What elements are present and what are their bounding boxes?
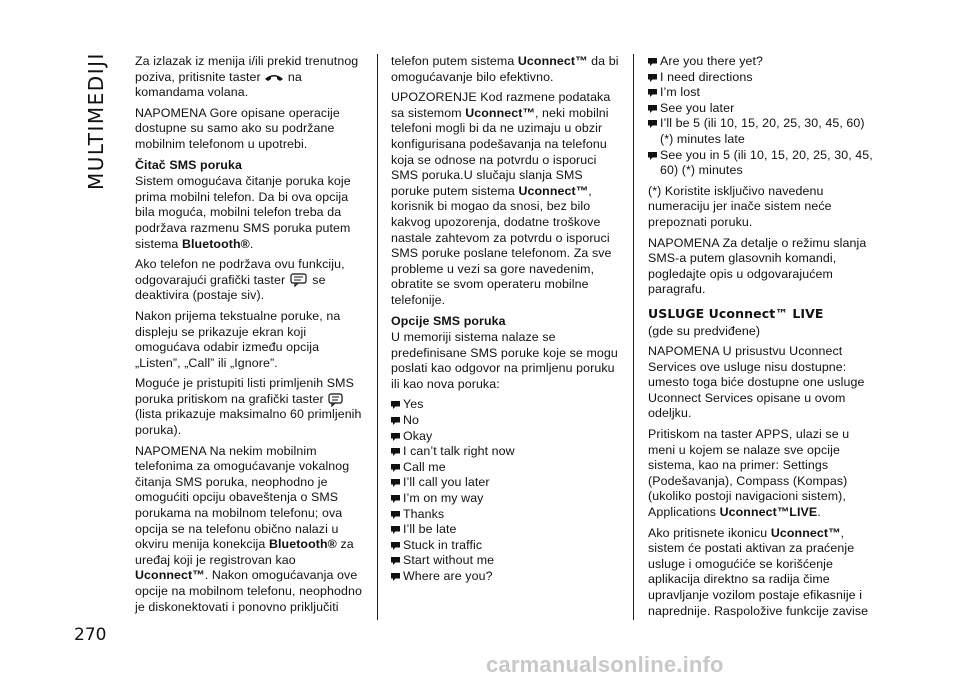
message-bullet-icon — [391, 557, 400, 565]
sms-message-item — [391, 553, 623, 569]
column-2 — [391, 54, 623, 590]
section-heading: Čitač SMS poruka — [135, 157, 242, 172]
note-paragraph: NAPOMENA Gore opisane operacije dostupne su samo ako su podržane mobilnim telefonom u upotrebi. — [135, 105, 340, 151]
section-heading: Opcije SMS poruka — [391, 313, 506, 328]
message-bullet-icon — [648, 105, 657, 113]
paragraph: telefon putem sistema Uconnect™ da bi omogućavanje bilo efektivno. — [391, 54, 619, 84]
sms-message-text: See you later — [660, 100, 735, 115]
section-heading: USLUGE Uconnect™ LIVE — [648, 305, 824, 321]
message-bullet-icon — [391, 526, 400, 534]
sms-message-text: Start without me — [403, 553, 495, 568]
sms-message-item — [391, 397, 623, 413]
paragraph: Nakon prijema tekstualne poruke, na displeju se prikazuje ekran koji omogućava odabir između opcija „Listen”, „Call” ili „Ignore”. — [135, 308, 341, 370]
sms-message-list — [391, 397, 623, 584]
sms-message-item — [648, 70, 880, 86]
message-bullet-icon — [648, 152, 657, 160]
sms-message-item — [391, 538, 623, 554]
sms-message-text: Stuck in traffic — [403, 537, 483, 552]
message-bullet-icon — [391, 542, 400, 550]
note-paragraph: NAPOMENA Na nekim mobilnim telefonima za omogućavanje vokalnog čitanja SMS poruka, neophodno je omogućiti opciju obaveštenja o SMS porukama na mobilnom telefonu; ova opcija se na telefonu obično nalazi u okviru menija konekcija Bluetooth® za uređaj koji je registrovan kao Uconnect™. Nakon omogućavanja ove opcije na mobilnom telefonu, neophodno je diskonektovati i ponovno priključiti — [135, 443, 362, 614]
paragraph: Ako telefon ne podržava ovu funkciju, odgovarajući grafički taster se deaktivira (postaje siv). — [135, 257, 345, 303]
paragraph: U memoriji sistema nalaze se predefinisane SMS poruke koje se mogu poslati kao odgovor na primljenu poruku ili kao nova poruka: — [391, 330, 618, 391]
message-bullet-icon — [648, 120, 657, 128]
sms-message-text: Where are you? — [403, 569, 493, 583]
sms-message-text: I’ll call you later — [403, 475, 490, 490]
message-bullet-icon — [391, 511, 400, 519]
end-call-icon — [264, 73, 284, 82]
sms-message-item — [648, 101, 880, 117]
warning-paragraph: UPOZORENJE Kod razmene podataka sa sistemom Uconnect™, neki mobilni telefoni mogli bi da ne uzimaju u obzir konfigurisana podešavanja na telefonu koja se odnose na potvrdu o isporuci SMS poruka.U slučaju slanja SMS poruke putem sistema Uconnect™, korisnik bi mogao da snosi, bez bilo kakvog upozorenja, dodatne troškove nastale zahtevom za potvrdu o isporuci SMS poruke poslane telefonom. Za sve probleme u vezi sa gore navedenim, obratite se svom operateru mobilne telefonije. — [391, 90, 612, 307]
paragraph: Pritiskom na taster APPS, ulazi se u meni u kojem se nalaze sve opcije sistema, kao na primer: Settings (Podešavanja), Compass (Kompas) (ukoliko postoji navigacioni sistem), Applications Uconnect™LIVE. — [648, 427, 850, 520]
message-bullet-icon — [391, 401, 400, 409]
sms-message-text: I’ll be 5 (ili 10, 15, 20, 25, 30, 45, 60) (*) minutes late — [660, 116, 865, 146]
paragraph: (gde su predviđene) — [648, 323, 761, 338]
watermark: carmanualsonline.info — [486, 652, 724, 677]
paragraph: Moguće je pristupiti listi primljenih SMS poruka pritiskom na grafički taster (lista prikazuje maksimalno 60 primljenih poruka). — [135, 376, 362, 438]
message-bullet-icon — [648, 58, 657, 66]
column-divider — [633, 54, 634, 620]
sms-message-text: I’m lost — [660, 85, 701, 100]
sms-message-text: Thanks — [403, 506, 445, 521]
sms-message-item — [391, 444, 623, 460]
paragraph: Sistem omogućava čitanje poruka koje prima mobilni telefon. Da bi ova opcija bila moguća, mobilni telefon treba da podržava razmenu SMS poruka putem sistema Bluetooth®. — [135, 174, 351, 251]
footnote: (*) Koristite isključivo navedenu numeraciju jer inače sistem neće prepoznati poruku. — [648, 183, 832, 229]
paragraph: Ako pritisnete ikonicu Uconnect™, sistem će postati aktivan za praćenje usluge i omogućiće se korišćenje aplikacija direktno sa radija čime upravljanje vozilom postaje efikasnije i naprednije. Raspoložive funkcije zavise — [648, 525, 869, 618]
sms-message-item — [391, 475, 623, 491]
sms-message-item — [648, 85, 880, 101]
sms-message-item — [391, 491, 623, 507]
sms-message-text: I’m on my way — [403, 491, 484, 506]
sms-message-item — [648, 54, 880, 70]
note-paragraph: NAPOMENA U prisustvu Uconnect Services ove usluge nisu dostupne: umesto toga biće dostupne one usluge Uconnect Services opisane u ovom odeljku. — [648, 344, 865, 421]
sms-message-text: No — [403, 413, 420, 428]
sms-message-item — [391, 429, 623, 445]
sms-message-text: I’ll be late — [403, 522, 457, 537]
section-title: MULTIMEDIJI — [84, 52, 108, 190]
sms-message-item — [648, 148, 880, 179]
sms-message-text: Are you there yet? — [660, 54, 764, 68]
sms-message-text: I need directions — [660, 69, 753, 84]
sms-message-item — [391, 569, 623, 585]
message-bullet-icon — [391, 417, 400, 425]
sms-message-item — [391, 413, 623, 429]
sms-message-item — [648, 116, 880, 147]
sms-message-item — [391, 522, 623, 538]
column-1 — [135, 54, 367, 620]
message-bullet-icon — [391, 495, 400, 503]
sms-message-item — [391, 460, 623, 476]
sms-message-item — [391, 507, 623, 523]
sms-message-text: See you in 5 (ili 10, 15, 20, 25, 30, 45, 60) (*) minutes — [660, 147, 873, 178]
sms-message-icon — [289, 273, 309, 287]
paragraph: Za izlazak iz menija i/ili prekid trenutnog poziva, pritisnite taster na komandama volana. — [135, 54, 359, 100]
message-bullet-icon — [391, 433, 400, 441]
message-bullet-icon — [391, 464, 400, 472]
sms-message-text: Call me — [403, 459, 446, 474]
page-number: 270 — [74, 625, 107, 645]
message-bullet-icon — [391, 573, 400, 581]
sms-message-text: I can’t talk right now — [403, 444, 515, 459]
sms-message-text: Okay — [403, 428, 433, 443]
message-bullet-icon — [391, 479, 400, 487]
note-paragraph: NAPOMENA Za detalje o režimu slanja SMS-a putem glasovnih komandi, pogledajte opis u odgovarajućem paragrafu. — [648, 235, 867, 297]
message-bullet-icon — [648, 89, 657, 97]
message-bullet-icon — [648, 74, 657, 82]
sms-list-icon — [327, 393, 345, 407]
message-bullet-icon — [391, 448, 400, 456]
column-divider — [377, 54, 378, 620]
column-3 — [648, 54, 880, 624]
sms-message-text: Yes — [403, 397, 424, 412]
sms-message-list — [648, 54, 880, 179]
